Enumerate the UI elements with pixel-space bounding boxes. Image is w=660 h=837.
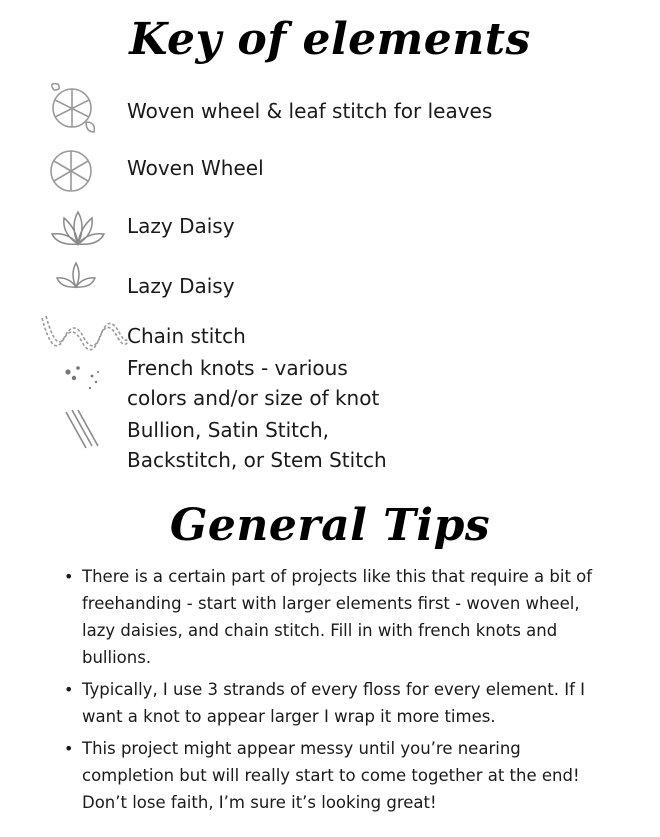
tip-item bbox=[62, 563, 642, 671]
bullet-icon: • bbox=[64, 739, 74, 758]
french-knots-icon bbox=[62, 362, 106, 396]
tip-item bbox=[62, 735, 642, 816]
tip-line: Typically, I use 3 strands of every floss for every element. If I bbox=[82, 680, 586, 699]
key-label-lazy-daisy-1: Lazy Daisy bbox=[127, 214, 235, 238]
woven-wheel-leaf-icon bbox=[44, 80, 100, 136]
tip-line: Don’t lose faith, I’m sure it’s looking great! bbox=[82, 793, 437, 812]
key-label-french-knots-2: colors and/or size of knot bbox=[127, 386, 380, 410]
bullet-icon: • bbox=[64, 567, 74, 586]
tip-line: There is a certain part of projects like this that require a bit of bbox=[82, 567, 593, 586]
lazy-daisy-large-icon bbox=[50, 208, 106, 248]
bullion-lines-icon bbox=[64, 408, 104, 452]
tip-line: want a knot to appear larger I wrap it more times. bbox=[82, 707, 496, 726]
bullet-icon: • bbox=[64, 680, 74, 699]
key-label-bullion-2: Backstitch, or Stem Stitch bbox=[127, 448, 387, 472]
tips-heading: General Tips bbox=[169, 500, 491, 551]
key-label-french-knots-1: French knots - various bbox=[127, 356, 348, 380]
lazy-daisy-small-icon bbox=[55, 260, 97, 290]
key-label-chain-stitch: Chain stitch bbox=[127, 324, 246, 348]
key-label-lazy-daisy-2: Lazy Daisy bbox=[127, 274, 235, 298]
tips-list bbox=[62, 563, 642, 821]
tip-line: This project might appear messy until you’re nearing bbox=[82, 739, 521, 758]
key-label-bullion-1: Bullion, Satin Stitch, bbox=[127, 418, 330, 442]
chain-stitch-icon bbox=[38, 312, 130, 356]
tip-line: completion but will really start to come together at the end! bbox=[82, 766, 580, 785]
tip-line: bullions. bbox=[82, 648, 152, 667]
tip-line: lazy daisies, and chain stitch. Fill in with french knots and bbox=[82, 621, 558, 640]
tip-line: freehanding - start with larger elements first - woven wheel, bbox=[82, 594, 580, 613]
key-label-woven-wheel-leaf: Woven wheel & leaf stitch for leaves bbox=[127, 99, 493, 123]
tip-item bbox=[62, 676, 642, 730]
woven-wheel-icon bbox=[48, 148, 94, 194]
key-heading: Key of elements bbox=[129, 14, 531, 65]
key-label-woven-wheel: Woven Wheel bbox=[127, 156, 264, 180]
